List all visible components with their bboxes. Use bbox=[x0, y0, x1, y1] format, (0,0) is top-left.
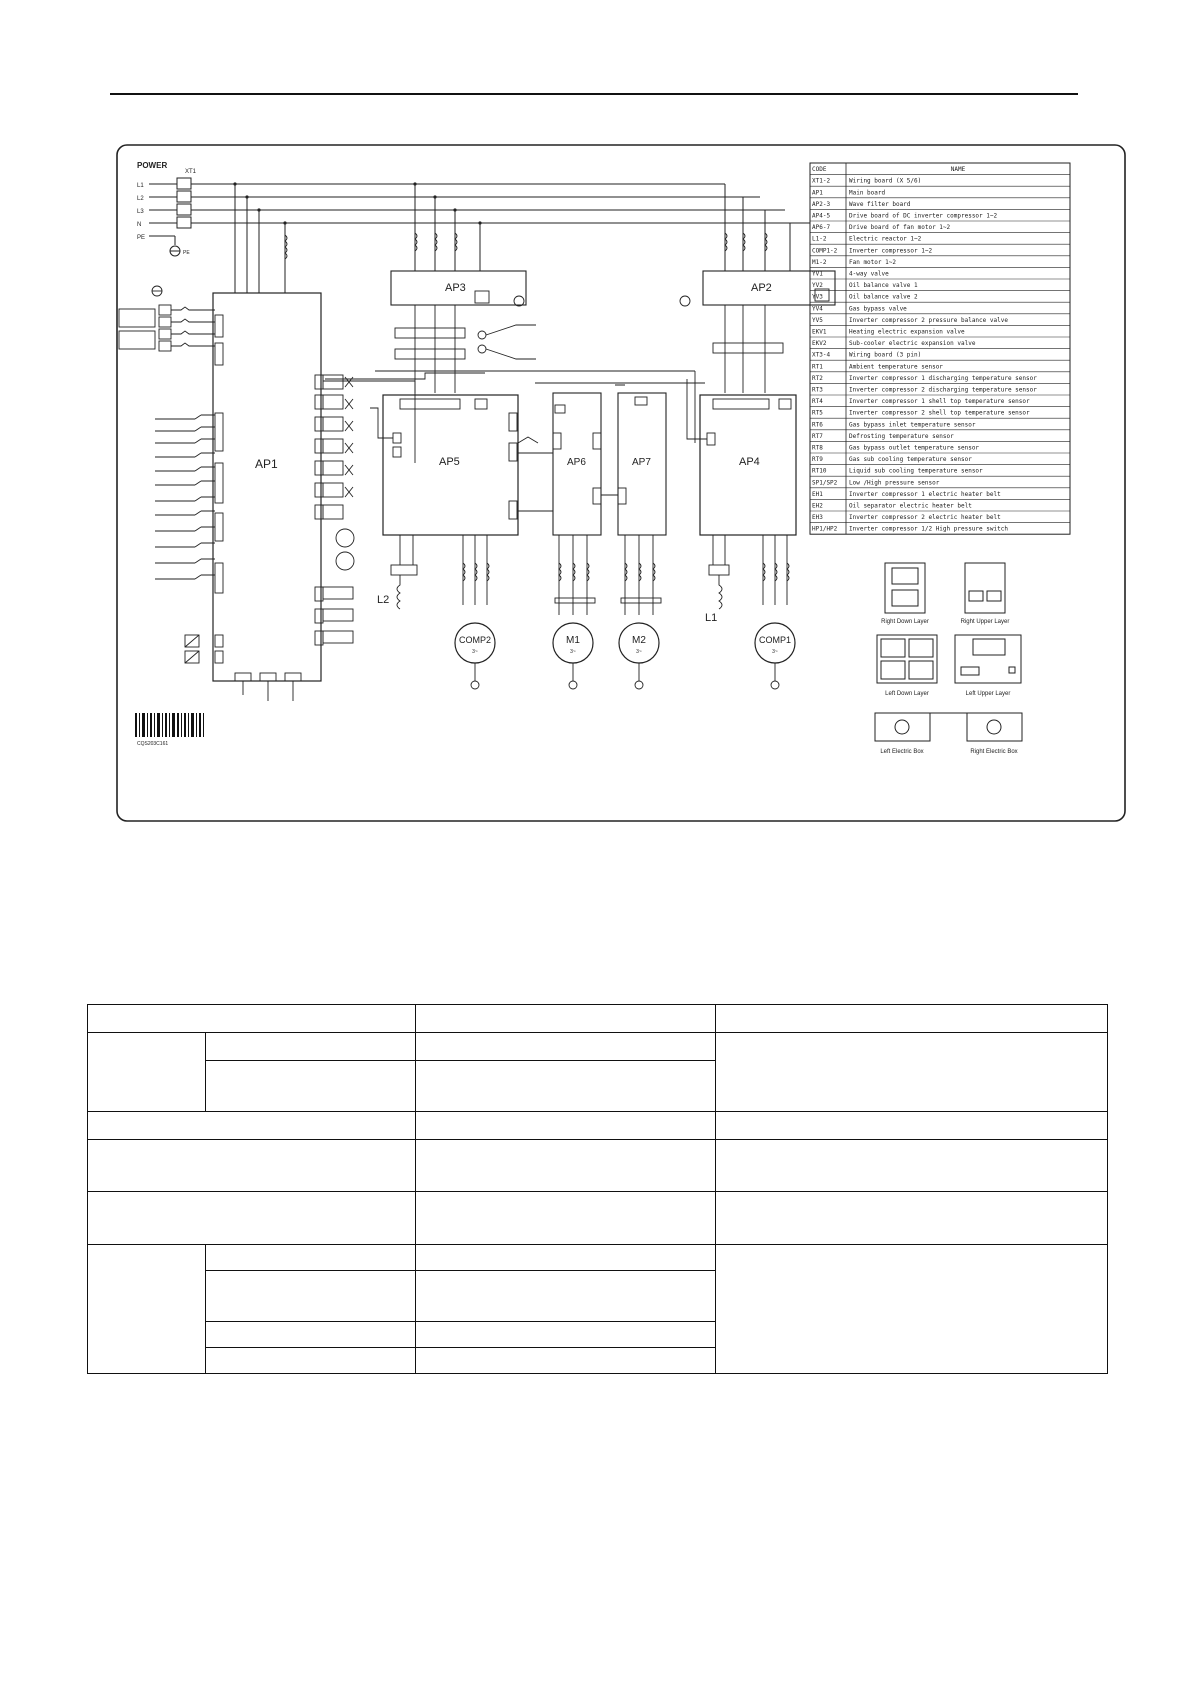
ap1-label: AP1 bbox=[255, 457, 278, 471]
legend-name: Wiring board (3 pin) bbox=[849, 351, 922, 359]
table-cell bbox=[716, 1033, 1108, 1112]
legend-code: AP4-5 bbox=[812, 212, 831, 220]
ap5-label: AP5 bbox=[439, 456, 460, 468]
legend-code: L1-2 bbox=[812, 235, 827, 243]
table-row bbox=[88, 1005, 1108, 1033]
ap2-label: AP2 bbox=[751, 282, 772, 294]
ap4-label: AP4 bbox=[739, 456, 760, 468]
legend-code: YV5 bbox=[812, 316, 823, 324]
m2-phase: 3~ bbox=[636, 649, 642, 655]
table-row bbox=[88, 1244, 1108, 1270]
legend-name: Inverter compressor 1/2 High pressure switch bbox=[849, 525, 1008, 533]
legend-name: Wave filter board bbox=[849, 200, 911, 208]
legend-code: RT7 bbox=[812, 432, 823, 440]
legend-name: 4-way valve bbox=[849, 270, 889, 278]
table-cell bbox=[206, 1244, 416, 1270]
wiring-diagram bbox=[115, 143, 1127, 823]
table-cell bbox=[416, 1111, 716, 1139]
legend-code: EKV1 bbox=[812, 328, 827, 336]
legend-name: Main board bbox=[849, 189, 886, 197]
legend-name: Drive board of fan motor 1~2 bbox=[849, 224, 951, 232]
legend-name: Oil balance valve 2 bbox=[849, 293, 918, 301]
table-cell bbox=[88, 1140, 416, 1192]
legend-name: Inverter compressor 1 electric heater belt bbox=[849, 490, 1001, 498]
legend-name: Inverter compressor 1~2 bbox=[849, 247, 933, 255]
ap6-label: AP6 bbox=[567, 457, 586, 468]
table-row bbox=[88, 1192, 1108, 1244]
legend-name: Liquid sub cooling temperature sensor bbox=[849, 467, 983, 475]
legend-code: AP6-7 bbox=[812, 224, 831, 232]
line-l2: L2 bbox=[137, 196, 144, 202]
legend-name: Gas bypass inlet temperature sensor bbox=[849, 421, 976, 429]
legend-name: Inverter compressor 2 pressure balance valve bbox=[849, 316, 1008, 324]
legend-name: Electric reactor 1~2 bbox=[849, 235, 922, 243]
m2-label: M2 bbox=[632, 635, 646, 646]
xt1-label: XT1 bbox=[185, 169, 197, 175]
legend-code: XT1-2 bbox=[812, 177, 831, 185]
legend-code: RT6 bbox=[812, 421, 823, 429]
legend-code: COMP1-2 bbox=[812, 247, 838, 255]
view-right-down: Right Down Layer bbox=[881, 619, 929, 625]
table-cell bbox=[416, 1140, 716, 1192]
legend-code: SP1/SP2 bbox=[812, 479, 838, 487]
table-cell bbox=[416, 1033, 716, 1061]
reactor-l2-label: L2 bbox=[377, 594, 390, 606]
legend-header-code: CODE bbox=[812, 166, 827, 174]
legend-name: Oil balance valve 1 bbox=[849, 282, 918, 290]
legend-name: Wiring board (X 5/6) bbox=[849, 177, 922, 185]
table-cell bbox=[416, 1005, 716, 1033]
legend-name: Ambient temperature sensor bbox=[849, 363, 943, 371]
legend-name: Inverter compressor 2 electric heater belt bbox=[849, 514, 1001, 522]
table-cell bbox=[206, 1061, 416, 1111]
legend-name: Fan motor 1~2 bbox=[849, 258, 896, 266]
power-label: POWER bbox=[137, 161, 168, 170]
legend-name: Drive board of DC inverter compressor 1~2 bbox=[849, 212, 998, 220]
view-right-box: Right Electric Box bbox=[970, 749, 1018, 755]
table-cell bbox=[88, 1005, 416, 1033]
legend-name: Defrosting temperature sensor bbox=[849, 432, 954, 440]
legend-code: YV2 bbox=[812, 282, 823, 290]
line-l1: L1 bbox=[137, 183, 144, 189]
table-cell bbox=[88, 1111, 416, 1139]
legend-name: Gas bypass outlet temperature sensor bbox=[849, 444, 980, 452]
legend-code: RT2 bbox=[812, 374, 823, 382]
legend-name: Oil separator electric heater belt bbox=[849, 502, 972, 510]
table-cell bbox=[416, 1192, 716, 1244]
legend-code: RT1 bbox=[812, 363, 823, 371]
table-row bbox=[88, 1111, 1108, 1139]
table-cell bbox=[716, 1005, 1108, 1033]
table-cell bbox=[206, 1347, 416, 1373]
table-cell bbox=[206, 1321, 416, 1347]
legend-name: Inverter compressor 2 discharging temperature sensor bbox=[849, 386, 1037, 394]
legend-code: EKV2 bbox=[812, 340, 827, 348]
table-cell bbox=[416, 1271, 716, 1321]
legend-header-name: NAME bbox=[950, 166, 966, 174]
m1-phase: 3~ bbox=[570, 649, 576, 655]
table-cell bbox=[416, 1321, 716, 1347]
legend-code: RT9 bbox=[812, 456, 823, 464]
comp1-phase: 3~ bbox=[772, 649, 778, 655]
view-left-down: Left Down Layer bbox=[885, 691, 929, 697]
legend-code: EH2 bbox=[812, 502, 823, 510]
legend-code: XT3-4 bbox=[812, 351, 831, 359]
legend-code: EH1 bbox=[812, 490, 823, 498]
line-pe: PE bbox=[137, 235, 146, 241]
view-right-upper: Right Upper Layer bbox=[960, 619, 1010, 625]
table-cell bbox=[416, 1244, 716, 1270]
legend-code: RT4 bbox=[812, 398, 823, 406]
reactor-l1-label: L1 bbox=[705, 612, 718, 624]
legend-code: RT3 bbox=[812, 386, 823, 394]
comp2-phase: 3~ bbox=[472, 649, 478, 655]
barcode-text: CQS203C161 bbox=[137, 741, 169, 747]
table-cell bbox=[716, 1192, 1108, 1244]
table-cell bbox=[416, 1061, 716, 1111]
table-cell bbox=[88, 1244, 206, 1373]
legend-name: Gas bypass valve bbox=[849, 305, 907, 313]
legend-name: Gas sub cooling temperature sensor bbox=[849, 456, 972, 464]
legend-code: M1-2 bbox=[812, 258, 827, 266]
ap7-label: AP7 bbox=[632, 457, 651, 468]
legend-code: YV4 bbox=[812, 305, 823, 313]
legend-code: YV1 bbox=[812, 270, 823, 278]
table-cell bbox=[206, 1033, 416, 1061]
legend-code: AP1 bbox=[812, 189, 823, 197]
legend-code: RT8 bbox=[812, 444, 823, 452]
spec-table bbox=[87, 1004, 1108, 1374]
diagram-frame bbox=[117, 145, 1125, 821]
header-rule bbox=[110, 93, 1078, 95]
legend-code: RT10 bbox=[812, 467, 827, 475]
legend-name: Low /High pressure sensor bbox=[849, 479, 940, 487]
legend-code: RT5 bbox=[812, 409, 823, 417]
table-cell bbox=[88, 1192, 416, 1244]
line-l3: L3 bbox=[137, 209, 144, 215]
legend-name: Sub-cooler electric expansion valve bbox=[849, 340, 976, 348]
legend-code: HP1/HP2 bbox=[812, 525, 838, 533]
comp2-label: COMP2 bbox=[458, 635, 492, 645]
table-cell bbox=[88, 1033, 206, 1112]
table-cell bbox=[416, 1347, 716, 1373]
pe-label: PE bbox=[183, 250, 190, 256]
legend-name: Inverter compressor 2 shell top temperature sensor bbox=[849, 409, 1030, 417]
comp1-label: COMP1 bbox=[758, 635, 792, 645]
table-cell bbox=[206, 1271, 416, 1321]
table-cell bbox=[716, 1111, 1108, 1139]
table-row bbox=[88, 1033, 1108, 1061]
legend-code: AP2-3 bbox=[812, 200, 831, 208]
ap3-label: AP3 bbox=[445, 282, 466, 294]
table-row bbox=[88, 1140, 1108, 1192]
legend-name: Inverter compressor 1 discharging temperature sensor bbox=[849, 374, 1037, 382]
legend-name: Inverter compressor 1 shell top temperature sensor bbox=[849, 398, 1030, 406]
line-n: N bbox=[137, 222, 142, 228]
legend-code: EH3 bbox=[812, 514, 823, 522]
legend-name: Heating electric expansion valve bbox=[849, 328, 965, 336]
table-cell bbox=[716, 1140, 1108, 1192]
view-left-box: Left Electric Box bbox=[880, 749, 924, 755]
table-cell bbox=[716, 1244, 1108, 1373]
m1-label: M1 bbox=[566, 635, 580, 646]
view-left-upper: Left Upper Layer bbox=[965, 691, 1011, 697]
legend-code: YV3 bbox=[812, 293, 823, 301]
